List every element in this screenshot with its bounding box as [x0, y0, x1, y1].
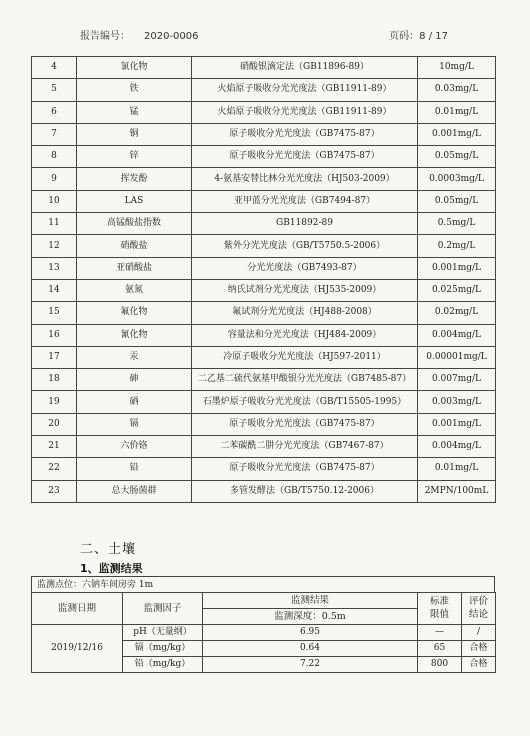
detection-limit: 0.007mg/L	[418, 369, 496, 391]
test-method: 亚甲蓝分光光度法（GB7494-87）	[192, 190, 418, 212]
header-factor: 监测因子	[123, 593, 203, 625]
test-item: 挥发酚	[77, 168, 192, 190]
soil-conclusion: 合格	[462, 657, 496, 673]
test-method: 原子吸收分光光度法（GB7475-87）	[192, 146, 418, 168]
report-number-value: 2020-0006	[144, 31, 199, 42]
row-number: 16	[32, 324, 77, 346]
soil-result: 6.95	[203, 625, 418, 641]
table-row	[32, 279, 496, 301]
table-row	[32, 190, 496, 212]
test-method: GB11892-89	[192, 213, 418, 235]
table-row	[32, 235, 496, 257]
soil-factor: 镉（mg/kg）	[123, 641, 203, 657]
header-standard-line2: 限值	[429, 608, 449, 620]
detection-limit: 0.00001mg/L	[418, 346, 496, 368]
row-number: 5	[32, 79, 77, 101]
row-number: 13	[32, 257, 77, 279]
test-item: 砷	[77, 369, 192, 391]
test-method: 容量法和分光光度法（HJ484-2009）	[192, 324, 418, 346]
test-method: 紫外分光光度法（GB/T5750.5-2006）	[192, 235, 418, 257]
header-date: 监测日期	[32, 593, 123, 625]
soil-result: 7.22	[203, 657, 418, 673]
table-row	[32, 369, 496, 391]
header-standard	[418, 593, 462, 625]
soil-standard: 65	[418, 641, 462, 657]
test-item: 氯化物	[77, 57, 192, 79]
monitoring-point: 监测点位：六钠车间房旁 1m	[31, 576, 495, 592]
detection-limit: 0.02mg/L	[418, 302, 496, 324]
page-number-value: 8 / 17	[419, 31, 448, 42]
row-number: 8	[32, 146, 77, 168]
row-number: 9	[32, 168, 77, 190]
soil-row	[32, 625, 496, 641]
header-conclusion-line2: 结论	[468, 608, 488, 620]
row-number: 17	[32, 346, 77, 368]
detection-limit: 0.01mg/L	[418, 101, 496, 123]
test-item: LAS	[77, 190, 192, 212]
water-methods-table	[31, 56, 496, 503]
detection-limit: 0.025mg/L	[418, 279, 496, 301]
detection-limit: 0.001mg/L	[418, 257, 496, 279]
table-row	[32, 213, 496, 235]
table-row	[32, 324, 496, 346]
detection-limit: 0.0003mg/L	[418, 168, 496, 190]
test-item: 汞	[77, 346, 192, 368]
table-row	[32, 257, 496, 279]
test-method: 二苯碳酰二肼分光光度法（GB7467-87）	[192, 436, 418, 458]
detection-limit: 0.03mg/L	[418, 79, 496, 101]
test-method: 原子吸收分光光度法（GB7475-87）	[192, 413, 418, 435]
table-row	[32, 458, 496, 480]
table-row	[32, 123, 496, 145]
row-number: 15	[32, 302, 77, 324]
test-item: 高锰酸盐指数	[77, 213, 192, 235]
header-conclusion	[462, 593, 496, 625]
detection-limit: 10mg/L	[418, 57, 496, 79]
soil-factor: pH（无量纲）	[123, 625, 203, 641]
soil-standard: —	[418, 625, 462, 641]
detection-limit: 0.001mg/L	[418, 413, 496, 435]
test-method: 原子吸收分光光度法（GB7475-87）	[192, 458, 418, 480]
test-item: 铜	[77, 123, 192, 145]
detection-limit: 0.004mg/L	[418, 436, 496, 458]
row-number: 6	[32, 101, 77, 123]
test-item: 氨氮	[77, 279, 192, 301]
detection-limit: 0.5mg/L	[418, 213, 496, 235]
test-method: 4-氨基安替比林分光光度法（HJ503-2009）	[192, 168, 418, 190]
test-method: 分光光度法（GB7493-87）	[192, 257, 418, 279]
soil-date: 2019/12/16	[32, 625, 123, 673]
detection-limit: 0.2mg/L	[418, 235, 496, 257]
test-item: 锰	[77, 101, 192, 123]
table-row	[32, 146, 496, 168]
test-item: 铅	[77, 458, 192, 480]
test-item: 锌	[77, 146, 192, 168]
table-row	[32, 79, 496, 101]
test-method: 原子吸收分光光度法（GB7475-87）	[192, 123, 418, 145]
table-row	[32, 168, 496, 190]
soil-result: 0.64	[203, 641, 418, 657]
page-number	[389, 27, 448, 42]
header-result: 监测结果	[203, 593, 418, 609]
test-item: 氰化物	[77, 324, 192, 346]
detection-limit: 0.001mg/L	[418, 123, 496, 145]
row-number: 18	[32, 369, 77, 391]
test-item: 镉	[77, 413, 192, 435]
subsection-title-results: 1、监测结果	[80, 562, 143, 575]
row-number: 14	[32, 279, 77, 301]
table-row	[32, 302, 496, 324]
row-number: 22	[32, 458, 77, 480]
row-number: 4	[32, 57, 77, 79]
detection-limit: 0.05mg/L	[418, 190, 496, 212]
test-item: 铁	[77, 79, 192, 101]
row-number: 12	[32, 235, 77, 257]
soil-results-table	[31, 592, 496, 673]
detection-limit: 2MPN/100mL	[418, 480, 496, 502]
test-item: 氟化物	[77, 302, 192, 324]
soil-conclusion: /	[462, 625, 496, 641]
report-number-label: 报告编号：	[80, 31, 130, 42]
row-number: 23	[32, 480, 77, 502]
soil-standard: 800	[418, 657, 462, 673]
table-row	[32, 436, 496, 458]
table-row	[32, 101, 496, 123]
row-number: 19	[32, 391, 77, 413]
section-title-soil: 二、土壤	[80, 542, 137, 557]
table-row	[32, 57, 496, 79]
page-number-label: 页码：	[389, 31, 420, 42]
row-number: 7	[32, 123, 77, 145]
test-method: 二乙基二硫代氨基甲酸银分光光度法（GB7485-87）	[192, 369, 418, 391]
test-method: 冷原子吸收分光光度法（HJ597-2011）	[192, 346, 418, 368]
row-number: 21	[32, 436, 77, 458]
detection-limit: 0.01mg/L	[418, 458, 496, 480]
table-row	[32, 346, 496, 368]
table-row	[32, 480, 496, 502]
row-number: 20	[32, 413, 77, 435]
test-item: 亚硝酸盐	[77, 257, 192, 279]
test-item: 硝酸盐	[77, 235, 192, 257]
test-item: 总大肠菌群	[77, 480, 192, 502]
header-depth: 监测深度：0.5m	[203, 609, 418, 625]
row-number: 11	[32, 213, 77, 235]
soil-factor: 铅（mg/kg）	[123, 657, 203, 673]
soil-conclusion: 合格	[462, 641, 496, 657]
detection-limit: 0.004mg/L	[418, 324, 496, 346]
header-conclusion-line1: 评价	[468, 596, 488, 608]
test-item: 硒	[77, 391, 192, 413]
test-method: 氟试剂分光光度法（HJ488-2008）	[192, 302, 418, 324]
test-method: 火焰原子吸收分光光度法（GB11911-89）	[192, 101, 418, 123]
detection-limit: 0.05mg/L	[418, 146, 496, 168]
test-method: 火焰原子吸收分光光度法（GB11911-89）	[192, 79, 418, 101]
row-number: 10	[32, 190, 77, 212]
table-row	[32, 413, 496, 435]
test-method: 纳氏试剂分光光度法（HJ535-2009）	[192, 279, 418, 301]
test-method: 多管发酵法（GB/T5750.12-2006）	[192, 480, 418, 502]
test-method: 石墨炉原子吸收分光光度法（GB/T15505-1995）	[192, 391, 418, 413]
detection-limit: 0.003mg/L	[418, 391, 496, 413]
table-row	[32, 391, 496, 413]
header-standard-line1: 标准	[429, 596, 449, 608]
test-item: 六价铬	[77, 436, 192, 458]
soil-header-row	[32, 593, 496, 609]
report-number	[80, 27, 199, 42]
test-method: 硝酸银滴定法（GB11896-89）	[192, 57, 418, 79]
